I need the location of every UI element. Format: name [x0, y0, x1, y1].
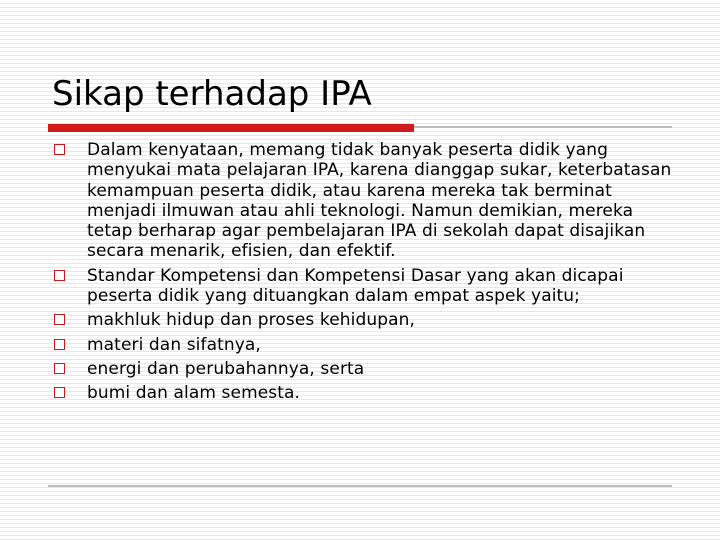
- hollow-square-bullet-icon: [54, 363, 65, 374]
- hollow-square-bullet-icon: [54, 270, 65, 281]
- bullet-text: bumi dan alam semesta.: [87, 383, 301, 404]
- hollow-square-bullet-icon: [54, 314, 65, 325]
- bullet-text: Standar Kompetensi dan Kompetensi Dasar yang akan dicapai peserta didik yang dituangkan dalam empat aspek yaitu;: [87, 265, 624, 307]
- bullet-item: [54, 359, 682, 379]
- bullet-item: [54, 383, 682, 403]
- bullet-text: makhluk hidup dan proses kehidupan,: [87, 310, 416, 331]
- hollow-square-bullet-icon: [54, 144, 65, 155]
- bullet-item: [54, 310, 682, 330]
- hollow-square-bullet-icon: [54, 339, 65, 350]
- bullet-item: [54, 335, 682, 355]
- slide-title: Sikap terhadap IPA: [52, 74, 372, 114]
- bullet-list: [54, 140, 682, 408]
- bullet-text: Dalam kenyataan, memang tidak banyak peserta didik yang menyukai mata pelajaran IPA, karena dianggap sukar, keterbatasan kemampuan peserta didik, atau karena mereka tak berminat menjadi ilmuwan atau ahli teknologi. Namun demikian, mereka tetap berharap agar pembelajaran IPA di sekolah dapat disajikan secara menarik, efisien, dan efektif.: [87, 140, 672, 262]
- title-accent-bar: [48, 124, 414, 132]
- bullet-item: [54, 266, 682, 307]
- bullet-item: [54, 140, 682, 262]
- bottom-divider: [48, 485, 672, 487]
- bullet-text: energi dan perubahannya, serta: [87, 358, 365, 379]
- hollow-square-bullet-icon: [54, 387, 65, 398]
- bullet-text: materi dan sifatnya,: [87, 334, 261, 355]
